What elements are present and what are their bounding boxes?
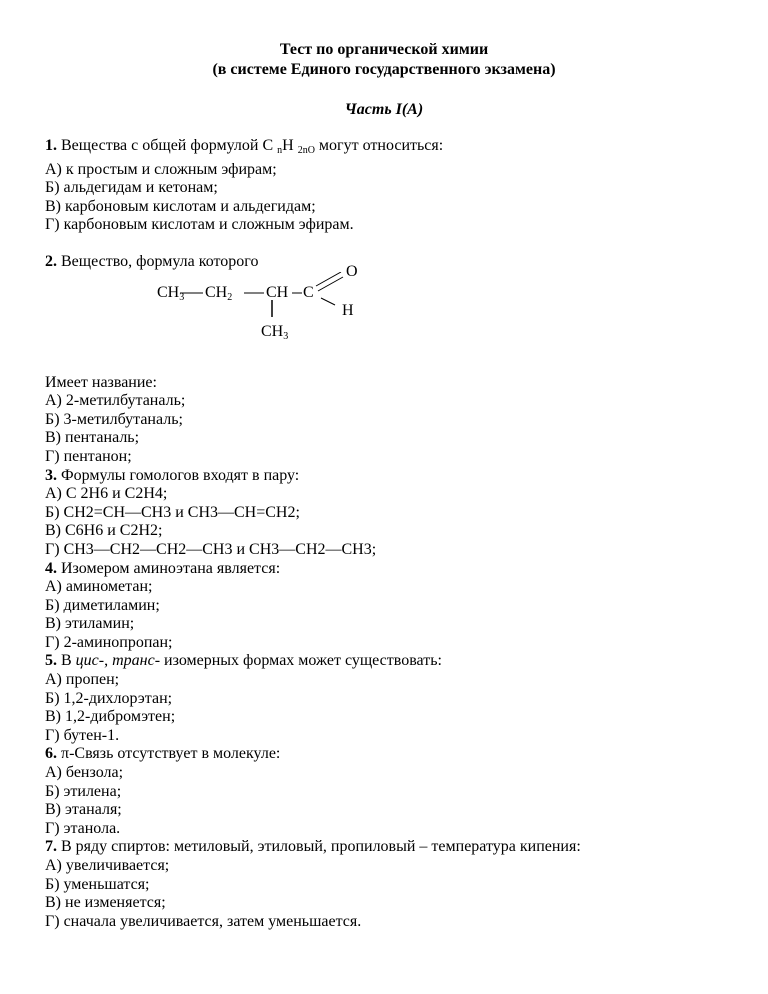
atom-label: CH <box>261 322 284 340</box>
question-2 <box>45 253 735 272</box>
answer-option: В) карбоновым кислотам и альдегидам; <box>45 197 316 215</box>
answer-option: Б) альдегидам и кетонам; <box>45 179 218 197</box>
answer-option: Г) этанола. <box>45 819 121 837</box>
cis-term: цис <box>75 652 99 670</box>
atom-subscript: 3 <box>179 291 185 303</box>
answer-option: Б) 3-метилбутаналь; <box>45 410 183 428</box>
answer-option: В) этаналя; <box>45 801 122 819</box>
question-7 <box>45 838 735 857</box>
carbonyl-carbon: C <box>303 283 314 301</box>
atom-subscript: 2 <box>227 291 233 303</box>
answer-option: Г) карбоновым кислотам и сложным эфирам. <box>45 216 354 234</box>
answer-option: А) к простым и сложным эфирам; <box>45 160 277 178</box>
formula-subscript: n <box>277 145 283 156</box>
methine-group: CH <box>266 283 289 301</box>
question-text: могут относиться: <box>314 137 444 154</box>
test-content <box>45 137 735 931</box>
question-text: В ряду спиртов: метиловый, этиловый, пропиловый – температура кипения: <box>57 838 581 856</box>
answer-option: Б) 1,2-дихлорэтан; <box>45 689 173 707</box>
question-5 <box>45 652 735 671</box>
trans-term: транс <box>112 652 155 670</box>
atom-subscript: 3 <box>283 330 289 342</box>
document-title: Тест по органической химии <box>279 41 489 58</box>
answer-option: В) 1,2-дибромэтен; <box>45 708 176 726</box>
question-number: 1. <box>45 137 57 154</box>
single-bond <box>321 298 335 305</box>
answer-option: Г) СН3—СН2—СН2—СН3 и СН3—СН2—СН3; <box>45 540 377 558</box>
question-number: 4. <box>45 559 57 577</box>
question-number: 5. <box>45 652 57 670</box>
question-text: В <box>57 652 76 670</box>
question-number: 6. <box>45 745 57 763</box>
question-text: π-Связь отсутствует в молекуле: <box>57 745 281 763</box>
answer-option: Г) сначала увеличивается, затем уменьшается. <box>45 912 362 930</box>
double-bond <box>318 277 343 291</box>
answer-option: А) пропен; <box>45 671 120 689</box>
question-6 <box>45 745 735 764</box>
answer-option: А) аминометан; <box>45 578 153 596</box>
methyl-group <box>157 284 184 307</box>
spacer <box>45 235 735 253</box>
answer-option: А) увеличивается; <box>45 857 170 874</box>
question-text: Имеет название: <box>45 373 157 391</box>
oxygen-atom: O <box>346 262 358 280</box>
atom-label: CH <box>157 283 180 301</box>
answer-option: А) С 2Н6 и С2Н4; <box>45 485 168 503</box>
part-heading: Часть I(А) <box>344 101 424 118</box>
methyl-branch <box>261 323 288 346</box>
question-text: -, <box>98 652 113 670</box>
answer-option: Г) пентанон; <box>45 447 132 465</box>
question-text: Вещества с общей формулой С <box>57 137 278 154</box>
structural-formula <box>45 262 735 374</box>
answer-option: В) С6Н6 и С2Н2; <box>45 522 163 540</box>
answer-option: Б) уменьшатся; <box>45 875 150 893</box>
question-4 <box>45 560 735 579</box>
formula-subscript: 2nO <box>297 145 315 156</box>
answer-option: А) 2-метилбутаналь; <box>45 392 186 410</box>
answer-option: Б) СН2=СН—СН3 и СН3—СН=СН2; <box>45 503 300 521</box>
question-1 <box>45 137 735 161</box>
question-3 <box>45 467 735 486</box>
title-block <box>0 40 768 80</box>
question-text: Формулы гомологов входят в пару: <box>57 466 300 484</box>
answer-option: В) не изменяется; <box>45 894 166 912</box>
answer-option: Г) бутен-1. <box>45 726 120 744</box>
document-subtitle: (в системе Единого государственного экзамена) <box>212 61 556 78</box>
question-number: 7. <box>45 838 57 856</box>
question-text: Изомером аминоэтана является: <box>57 559 281 577</box>
question-text: - изомерных формах может существовать: <box>154 652 442 670</box>
answer-option: Б) диметиламин; <box>45 596 160 614</box>
question-number: 3. <box>45 466 57 484</box>
answer-option: Б) этилена; <box>45 782 122 800</box>
question-text: Н <box>282 137 298 154</box>
answer-option: А) бензола; <box>45 764 124 782</box>
answer-option: В) этиламин; <box>45 615 135 633</box>
question-number: 2. <box>45 252 57 270</box>
question-text: Вещество, формула которого <box>57 252 259 270</box>
methylene-group <box>205 284 232 307</box>
atom-label: CH <box>205 283 228 301</box>
answer-option: В) пентаналь; <box>45 429 140 447</box>
answer-option: Г) 2-аминопропан; <box>45 633 173 651</box>
double-bond <box>316 272 341 286</box>
hydrogen-atom: H <box>342 301 354 319</box>
